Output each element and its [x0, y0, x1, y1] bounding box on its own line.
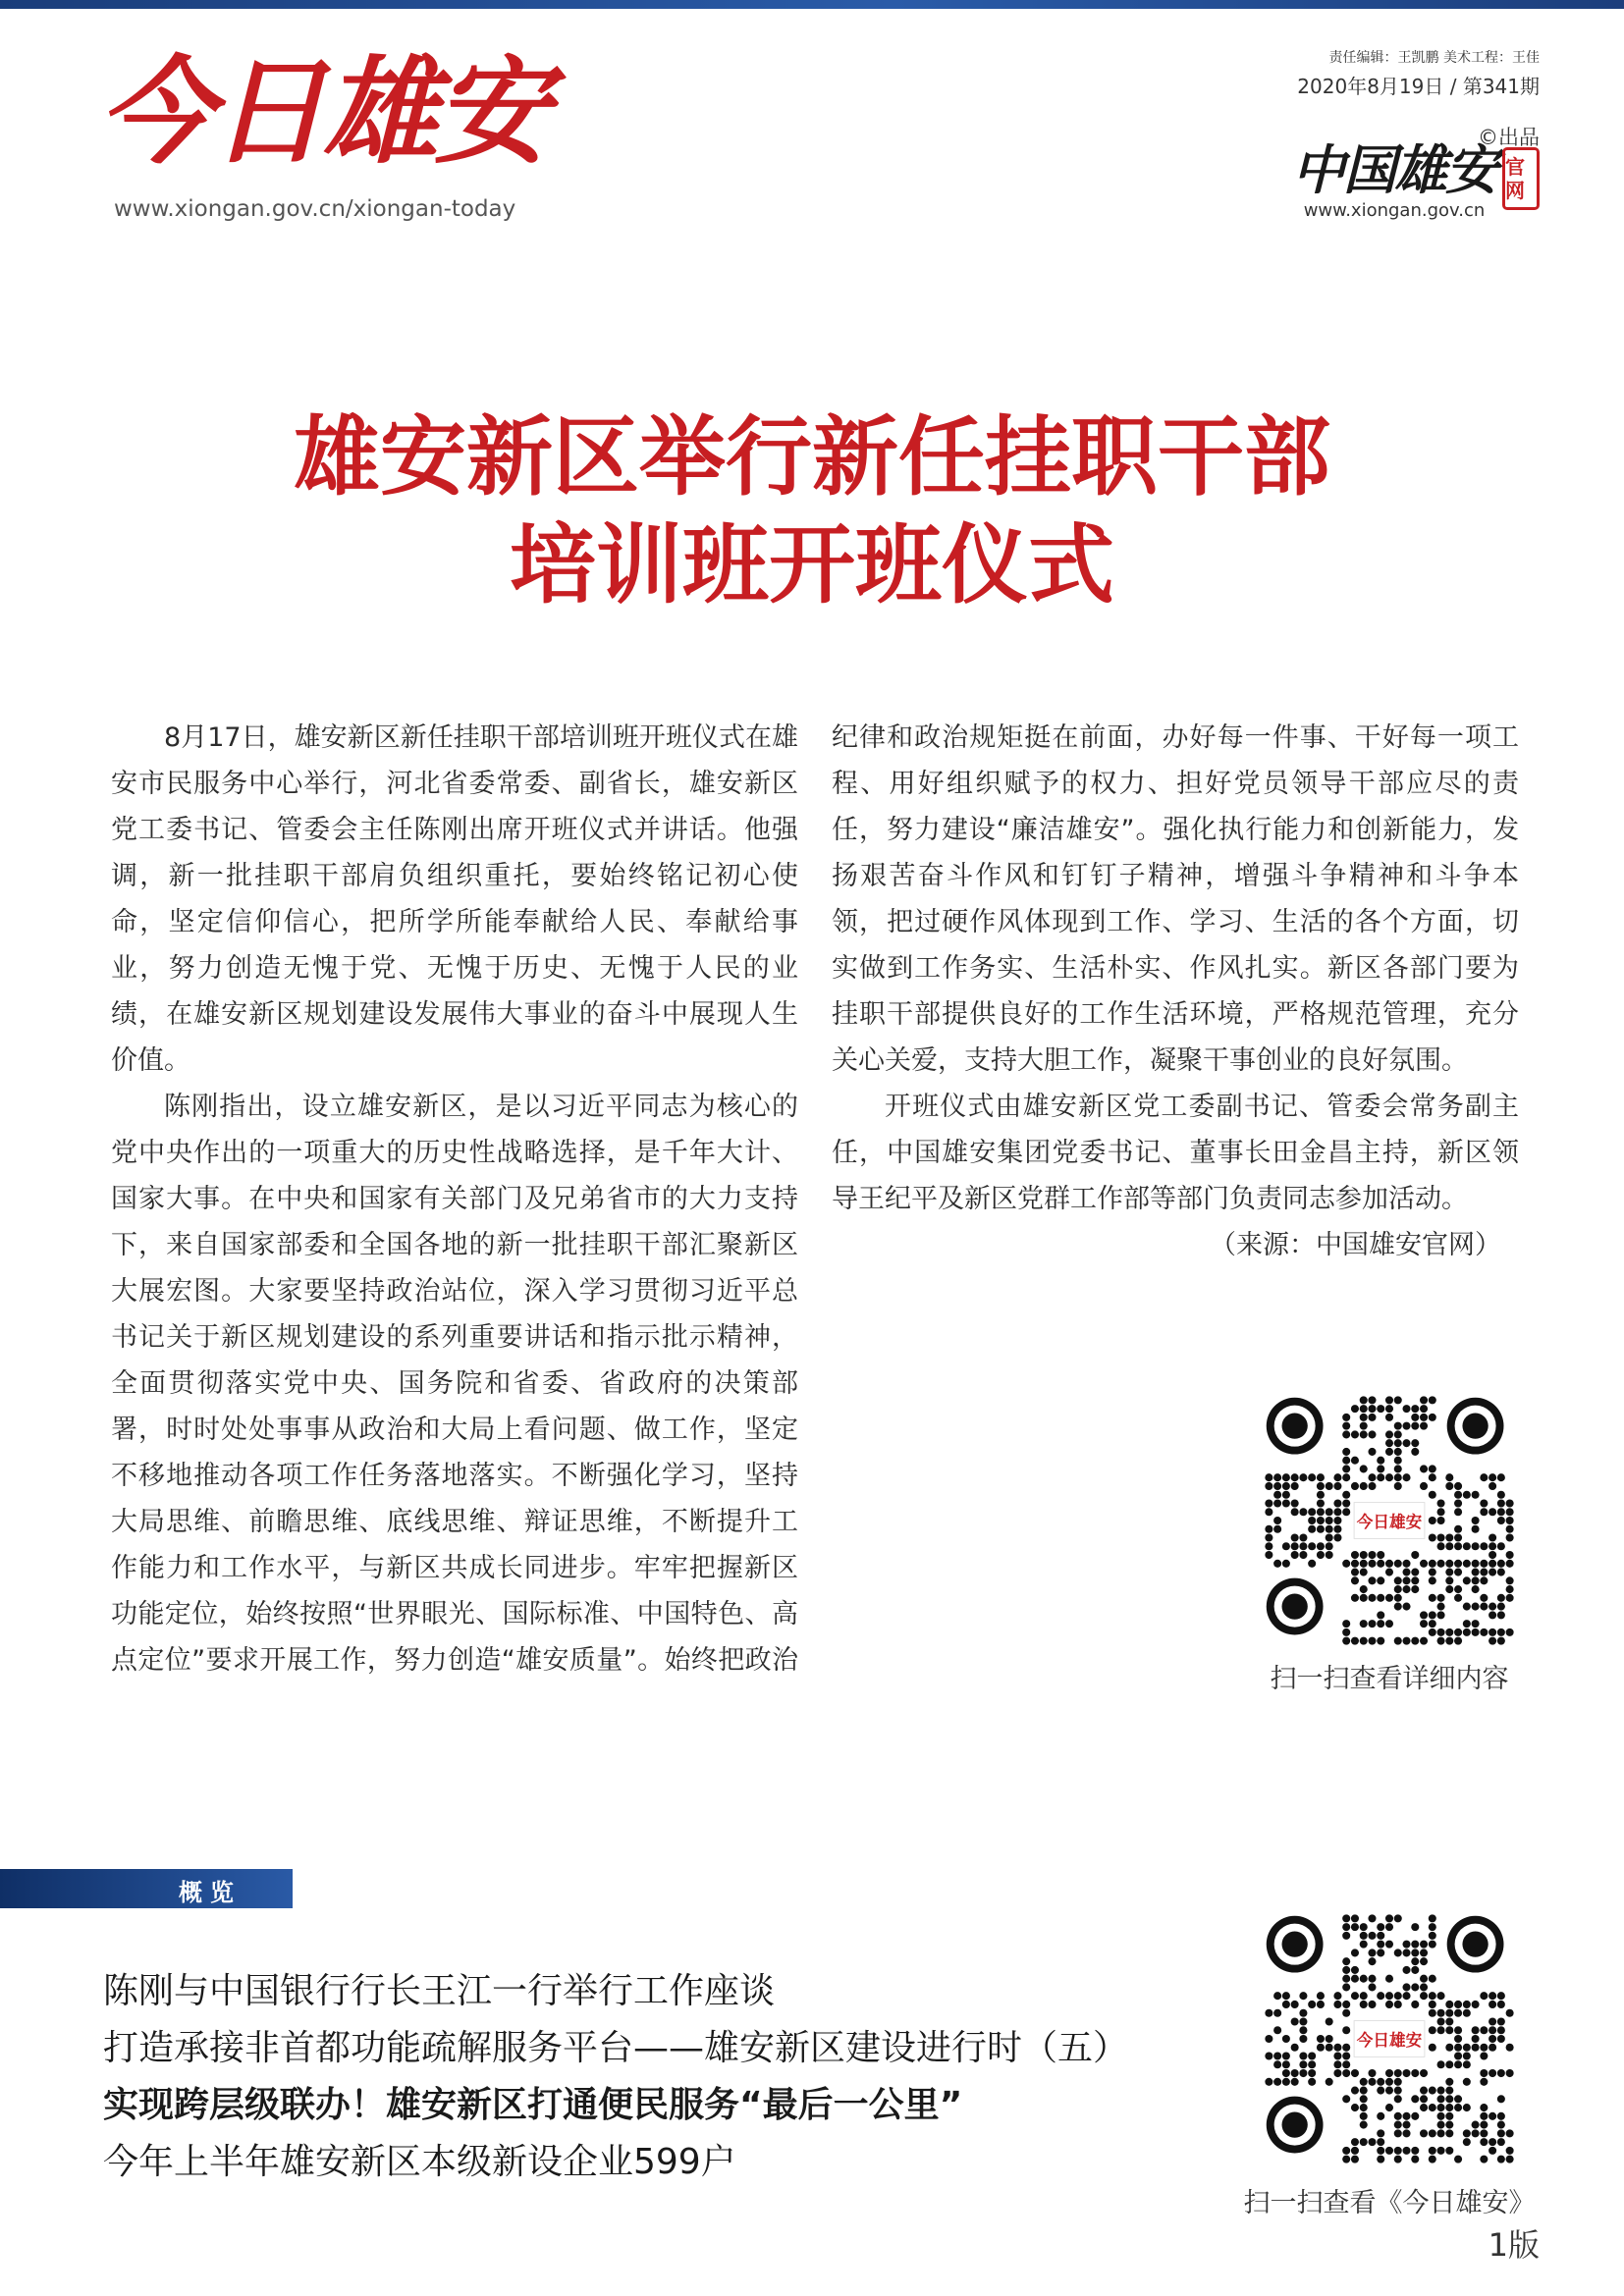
news-item[interactable]: 今年上半年雄安新区本级新设企业599户: [103, 2142, 736, 2182]
overview-news-list: [103, 1963, 1222, 2191]
headline: [0, 402, 1624, 618]
brand-url[interactable]: www.xiongan.gov.cn: [1303, 200, 1486, 221]
qr-code-detail[interactable]: [1265, 1396, 1514, 1645]
editors-credit: 责任编辑：王凯鹏 美术工程：王佳: [1328, 50, 1540, 66]
page-number: 1版: [1488, 2226, 1540, 2264]
news-item[interactable]: 陈刚与中国银行行长王江一行举行工作座谈: [103, 1971, 776, 2011]
news-item[interactable]: 打造承接非首都功能疏解服务平台——雄安新区建设进行时（五）: [103, 2028, 1129, 2068]
overview-section-label: 概览: [179, 1879, 242, 1906]
official-seal: [1502, 147, 1540, 210]
date-issue: 2020年8月19日 / 第341期: [1297, 75, 1540, 98]
article-paragraph: 陈刚指出，设立雄安新区，是以习近平同志为核心的党中央作出的一项重大的历史性战略选择，是千年大计、国家大事。在中央和国家有关部门及兄弟省市的大力支持下，来自国家部委和全国各地的新一批挂职干部汇聚新区大展宏图。大家要坚持政治站位，深入学习贯彻习近平总书记关于新区规划建设的系列重要讲话和指示批示精神，全面贯彻落实党中央、国务院和省委、省政府的决策部署，时时处处事事从政治和大局上看问题、做工作，坚定不移地推动各项工作任务落地落实。不断强化学习，坚持大局思维、前瞻思维、底线思维、辩证思维，不断提升工作能力和工作水平，与新区共成长同进步。牢牢把握新区功能定位，始终按照“世界眼光、国际标准、中国特色、高点定位”要求开展工作，努力创造“雄安质量”。始终把政治纪律和政治规矩挺在前面，办好每一件事、干好每一项工程、用好组织赋予的权力、担好党员领导干部应尽的责任，努力建设“廉洁雄安”。强化执行能力和创新能力，发扬艰苦奋斗作风和钉钉子精神，增强斗争精神和斗争本领，把过硬作风体现到工作、学习、生活的各个方面，切实做到工作务实、生活朴实、作风扎实。新区各部门要为挂职干部提供良好的工作生活环境，严格规范管理，充分关心关爱，支持大胆工作，凝聚干事创业的良好氛围。: [111, 722, 1519, 1676]
brand-name: 中国雄安: [1292, 138, 1496, 201]
svg-text:今日雄安: 今日雄安: [1356, 2030, 1423, 2051]
headline-line-1: 雄安新区举行新任挂职干部: [293, 405, 1330, 507]
masthead-url[interactable]: www.xiongan.gov.cn/xiongan-today: [114, 196, 516, 222]
qr-caption-detail: 扫一扫查看详细内容: [1270, 1664, 1509, 1694]
article-paragraph: 8月17日，雄安新区新任挂职干部培训班开班仪式在雄安市民服务中心举行，河北省委常委、副省长，雄安新区党工委书记、管委会主任陈刚出席开班仪式并讲话。他强调，新一批挂职干部肩负组织重托，要始终铭记初心使命，坚定信仰信心，把所学所能奉献给人民、奉献给事业，努力创造无愧于党、无愧于历史、无愧于人民的业绩，在雄安新区规划建设发展伟大事业的奋斗中展现人生价值。: [111, 722, 798, 1076]
publisher-credit: ©出品: [1478, 126, 1540, 149]
article-source: （来源：中国雄安官网）: [1210, 1230, 1501, 1260]
official-seal-text: 官网: [1505, 155, 1525, 202]
brand-logo: [1292, 138, 1540, 221]
qr-code-paper[interactable]: [1265, 1914, 1514, 2163]
article-paragraph: 开班仪式由雄安新区党工委副书记、管委会常务副主任，中国雄安集团党委书记、董事长田金昌主持，新区领导王纪平及新区党群工作部等部门负责同志参加活动。: [832, 1092, 1519, 1214]
top-color-bar: [0, 0, 1624, 9]
svg-text:今日雄安: 今日雄安: [1356, 1512, 1423, 1532]
news-item[interactable]: 实现跨层级联办！雄安新区打通便民服务“最后一公里”: [103, 2085, 963, 2125]
qr-caption-paper: 扫一扫查看《今日雄安》: [1243, 2188, 1536, 2218]
masthead-logo: 今日雄安: [98, 43, 547, 180]
headline-line-2: 培训班开班仪式: [509, 513, 1114, 615]
